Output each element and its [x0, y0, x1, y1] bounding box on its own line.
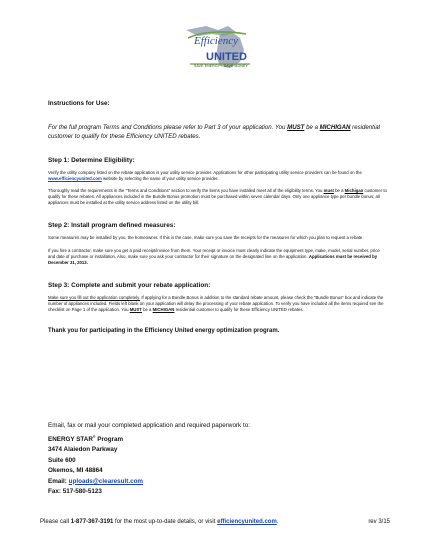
footer-text-a: Please call — [40, 519, 71, 525]
footer-call-text — [40, 519, 278, 525]
step1-para1 — [48, 170, 388, 182]
program-name — [48, 432, 348, 446]
mailing-address-block — [48, 421, 348, 498]
step1-must: must — [323, 188, 334, 194]
step2-para2-text: If you hire a contractor, make sure you get a paid receipt/invoice from them. Your receipt or invoice must clearly indicate the equipment type, make, model, serial number, price and date of purchase or installation. Also, make sure you ask your contractor for their signature on the designated line on the application. — [48, 247, 380, 259]
footer-text-b: for the most up-to-date details, or visit — [113, 519, 218, 525]
step3-text-b: be a — [141, 307, 153, 313]
logo-bottom-word: UNITED — [206, 51, 247, 63]
terms-text-2: be a — [304, 124, 320, 131]
step3-text-c: residential customer to qualify for these Efficiency UNITED rebates. — [174, 307, 304, 313]
terms-text-3: residential customer to qualify for these Efficiency UNITED rebates. — [48, 124, 380, 140]
thank-you-note: Thank you for participating in the Efficiency United energy optimization program. — [48, 328, 280, 335]
footer-text-c: . — [276, 519, 279, 525]
terms-text-1: For the full program Terms and Conditions please refer to Part 3 of your application. You — [48, 124, 288, 131]
step2-para2 — [48, 248, 388, 266]
step3-para — [48, 295, 388, 313]
page-footer — [40, 519, 390, 525]
email-link[interactable]: uploads@clearesult.com — [68, 477, 144, 485]
instructions-content — [48, 100, 388, 334]
instructions-heading: Instructions for Use: — [48, 100, 110, 107]
step1-para2-text-c: customer to qualify for these rebates. All appliances included in the Bundle Bonus promotion must be purchased within seven calendar days. Only one appliance type per bundle bonus; all appliances must be installed at the utility service address listed on the utility bill. — [48, 188, 387, 206]
step1-para2 — [48, 188, 388, 206]
step1-para2-text-a: Thoroughly read the requirements in the “Terms and Conditions” section to verify the items you have installed meet all of the eligibility terms. You — [48, 188, 324, 194]
step1-michigan: Michigan — [344, 188, 364, 194]
terms-notice — [48, 123, 388, 141]
revision-label: rev 3/15 — [368, 519, 390, 525]
step2-deadline: Applications must be received by December 31, 2013. — [48, 253, 378, 265]
email-label: Email: — [48, 477, 69, 485]
contact-lead: Email, fax or mail your completed application and required paperwork to: — [48, 422, 250, 429]
street-address: 3474 Alaiedon Parkway — [48, 446, 118, 454]
step3-heading: Step 3: Complete and submit your rebate application: — [48, 281, 211, 289]
step1-heading: Step 1: Determine Eligibility: — [48, 157, 135, 164]
footer-phone: 1-877-367-3191 — [70, 519, 114, 525]
logo-tagline: SAVE ENERGY · SAVE MONEY — [194, 64, 248, 68]
footer-site-link[interactable]: efficiencyunited.com — [217, 519, 277, 525]
program-name-a: ENERGY STAR — [48, 435, 93, 443]
registered-mark: ® — [92, 434, 96, 439]
step2-para1: Some measures may be installed by you, the homeowner. If this is the case, make sure you save the receipts for the measures for which you plan to request a rebate. — [48, 235, 364, 241]
step3-fill-completely: Make sure you fill out the application completely. — [48, 294, 141, 300]
step2-heading: Step 2: Install program defined measures: — [48, 222, 176, 230]
program-name-b: Program — [95, 435, 124, 443]
step3-text-a: If applying for a Bundle Bonus in addition to the standard rebate amount, please check the “Bundle Bonus” box and indicate the number of appliances included. Fields left blank on your application will delay the processing of your rebate application. To verify you have included all the items required see the checklist on Page 1 of the application. You — [48, 294, 384, 313]
email-line — [48, 477, 348, 488]
step3-must: MUST — [129, 307, 142, 313]
step3-michigan: MICHIGAN — [152, 307, 175, 313]
city-state-zip: Okemos, MI 48864 — [48, 467, 103, 475]
step1-para1-text-b: website by selecting the name of your utility service provider. — [101, 176, 219, 182]
suite: Suite 600 — [48, 456, 76, 464]
step1-para1-text-a: Verify the utility company listed on the rebate application is your utility service provider. Applications for other participating utility service providers can be found on the — [48, 170, 362, 175]
fax-line: Fax: 517-580-5123 — [48, 488, 102, 496]
efficiencyunited-link[interactable]: www.efficiencyunited.com — [48, 176, 102, 182]
logo-top-word: Efficiency — [194, 35, 238, 47]
terms-michigan: MICHIGAN — [319, 124, 351, 131]
step1-para2-text-b: be a — [333, 188, 345, 194]
terms-must: MUST — [287, 124, 305, 131]
